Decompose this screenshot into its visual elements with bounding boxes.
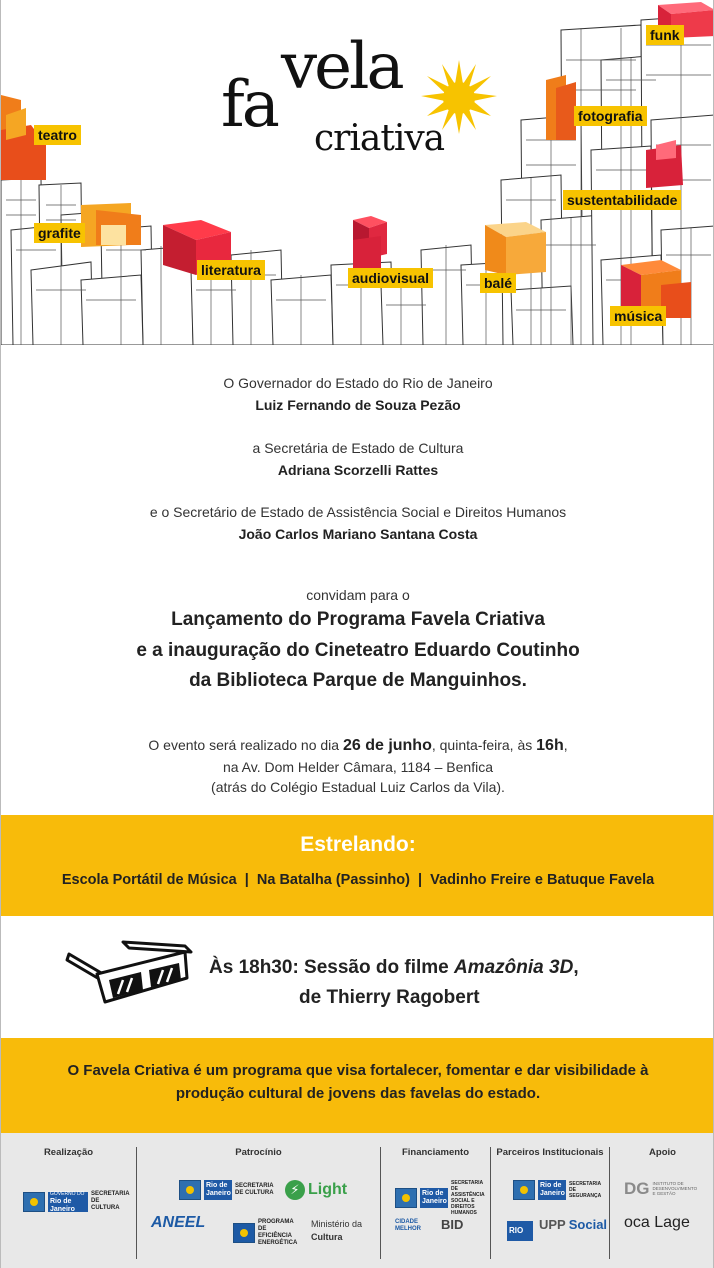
event-pre: O evento será realizado no dia — [148, 737, 340, 753]
tag-grafite: grafite — [34, 223, 85, 243]
tag-teatro: teatro — [34, 125, 81, 145]
film-director: de Thierry Ragobert — [299, 987, 480, 1008]
social-secretary-name: João Carlos Mariano Santana Costa — [238, 526, 478, 542]
logo-criativa: criativa — [314, 118, 445, 159]
tag-musica: música — [610, 306, 666, 326]
patrocinio-rj-logo — [179, 1180, 275, 1200]
dg-text: DG — [624, 1178, 650, 1198]
rj-logo: Rio de Janeiro — [538, 1180, 566, 1200]
tag-funk: funk — [646, 25, 684, 45]
headline-line-1: Lançamento do Programa Favela Criativa — [171, 609, 545, 630]
apoio-title: Apoio — [649, 1147, 676, 1158]
aneel-text: ANEEL — [151, 1214, 206, 1231]
light-logo — [285, 1180, 347, 1200]
cidade-melhor-text: CIDADE MELHOR — [395, 1219, 421, 1232]
governor-title: O Governador do Estado do Rio de Janeiro — [223, 375, 493, 391]
realizacao-column — [1, 1133, 136, 1268]
upp-text: UPP — [539, 1217, 566, 1232]
realizacao-title: Realização — [43, 1147, 94, 1158]
host-governor — [1, 372, 714, 416]
light-icon: ⚡ — [285, 1180, 305, 1200]
apoio-column — [610, 1133, 714, 1268]
logo-vela: vela — [281, 30, 402, 104]
tag-fotografia: fotografia — [574, 106, 647, 126]
financiamento-column — [381, 1133, 490, 1268]
logo-fa: fa — [221, 68, 277, 142]
host-social-secretary — [1, 501, 714, 545]
patrocinio-title: Patrocínio — [235, 1147, 282, 1158]
parceiros-sec: SECRETARIA DE SEGURANÇA — [569, 1181, 602, 1199]
oca-lage-text: oca Lage — [624, 1214, 690, 1231]
tag-literatura: literatura — [197, 260, 265, 280]
starring-acts: Escola Portátil de Música | Na Batalha (Passinho) | Vadinho Freire e Batuque Favela — [61, 872, 655, 888]
tag-audiovisual: audiovisual — [348, 268, 433, 288]
parceiros-title: Parceiros Institucionais — [496, 1147, 604, 1158]
tag-sustentabilidade: sustentabilidade — [563, 190, 681, 210]
governor-name: Luiz Fernando de Souza Pezão — [255, 397, 461, 413]
oca-lage-logo — [624, 1214, 690, 1231]
rio-logo — [507, 1221, 533, 1241]
rj-crest-icon — [179, 1180, 201, 1200]
headline-line-3: da Biblioteca Parque de Manguinhos. — [189, 670, 527, 691]
headline-line-2: e a inauguração do Cineteatro Eduardo Coutinho — [136, 640, 580, 661]
procel-text: PROGRAMA DE EFICIÊNCIA ENERGÉTICA — [258, 1219, 298, 1246]
ministerio-logo — [311, 1219, 362, 1242]
rj-logo: Rio de Janeiro — [204, 1180, 232, 1200]
event-post: , — [563, 737, 568, 753]
rj-logo: Rio de Janeiro — [420, 1188, 448, 1208]
financiamento-rj-logo — [395, 1180, 485, 1216]
starring-title: Estrelando: — [300, 833, 416, 856]
dg-logo — [624, 1178, 698, 1198]
culture-secretary-title: a Secretária de Estado de Cultura — [252, 440, 464, 456]
event-date-line — [1, 735, 714, 756]
rj-crest-icon — [23, 1192, 45, 1212]
bid-logo — [441, 1217, 464, 1232]
financiamento-title: Financiamento — [401, 1147, 470, 1158]
tag-bale: balé — [480, 273, 516, 293]
film-suffix: , — [573, 957, 579, 978]
event-address: na Av. Dom Helder Câmara, 1184 – Benfica — [222, 759, 494, 775]
aneel-logo — [151, 1214, 206, 1231]
header-illustration — [1, 0, 714, 345]
social-text: Social — [568, 1217, 608, 1232]
film-line-1 — [209, 957, 579, 979]
event-reference: (atrás do Colégio Estadual Luiz Carlos da Vila). — [211, 779, 505, 795]
light-text: Light — [308, 1181, 348, 1198]
patrocinio-column — [137, 1133, 380, 1268]
about-band — [1, 1038, 714, 1133]
financiamento-sec: SECRETARIA DE ASSISTÊNCIA SOCIAL E DIREITOS HUMANOS — [451, 1180, 485, 1216]
host-culture-secretary — [1, 437, 714, 481]
event-time: 16h — [536, 737, 564, 754]
parceiros-rj-logo — [513, 1180, 603, 1200]
gov-rj-logo: GOVERNO DO Rio de Janeiro — [48, 1192, 88, 1212]
patrocinio-sec: SECRETARIA DE CULTURA — [235, 1183, 274, 1196]
film-title: Amazônia 3D — [454, 957, 574, 978]
sponsors-bar — [1, 1133, 714, 1268]
rj-crest-icon — [513, 1180, 535, 1200]
procel-logo — [233, 1219, 296, 1247]
about-text: O Favela Criativa é um programa que visa fortalecer, fomentar e dar visibilidade à produção cultural de jovens das favelas do estado. — [67, 1062, 649, 1102]
event-date: 26 de junho — [342, 737, 432, 754]
realizacao-logos — [23, 1191, 129, 1212]
3d-glasses-icon — [63, 936, 193, 1006]
culture-secretary-name: Adriana Scorzelli Rattes — [277, 462, 439, 478]
film-prefix: Às 18h30: Sessão do filme — [209, 957, 449, 978]
ministerio-text: Ministério da — [311, 1219, 363, 1229]
cultura-text: Cultura — [311, 1232, 343, 1242]
dg-instituto-text: INSTITUTO DE DESENVOLVIMENTO E GESTÃO — [652, 1181, 698, 1196]
procel-icon — [233, 1223, 255, 1243]
rio-text: RIO — [507, 1221, 533, 1241]
parceiros-column — [491, 1133, 609, 1268]
starring-band — [1, 815, 714, 916]
upp-social-logo — [539, 1217, 608, 1232]
favela-criativa-logo — [216, 20, 506, 170]
rj-crest-icon — [395, 1188, 417, 1208]
social-secretary-title: e o Secretário de Estado de Assistência Social e Direitos Humanos — [149, 504, 567, 520]
cidade-melhor-logo — [395, 1219, 429, 1233]
bid-text: BID — [441, 1217, 464, 1232]
film-section — [1, 916, 714, 1038]
realizacao-sec: SECRETARIA DE CULTURA — [91, 1191, 130, 1211]
invite-line: convidam para o — [306, 587, 410, 603]
event-mid: , quinta-feira, às — [431, 737, 533, 753]
